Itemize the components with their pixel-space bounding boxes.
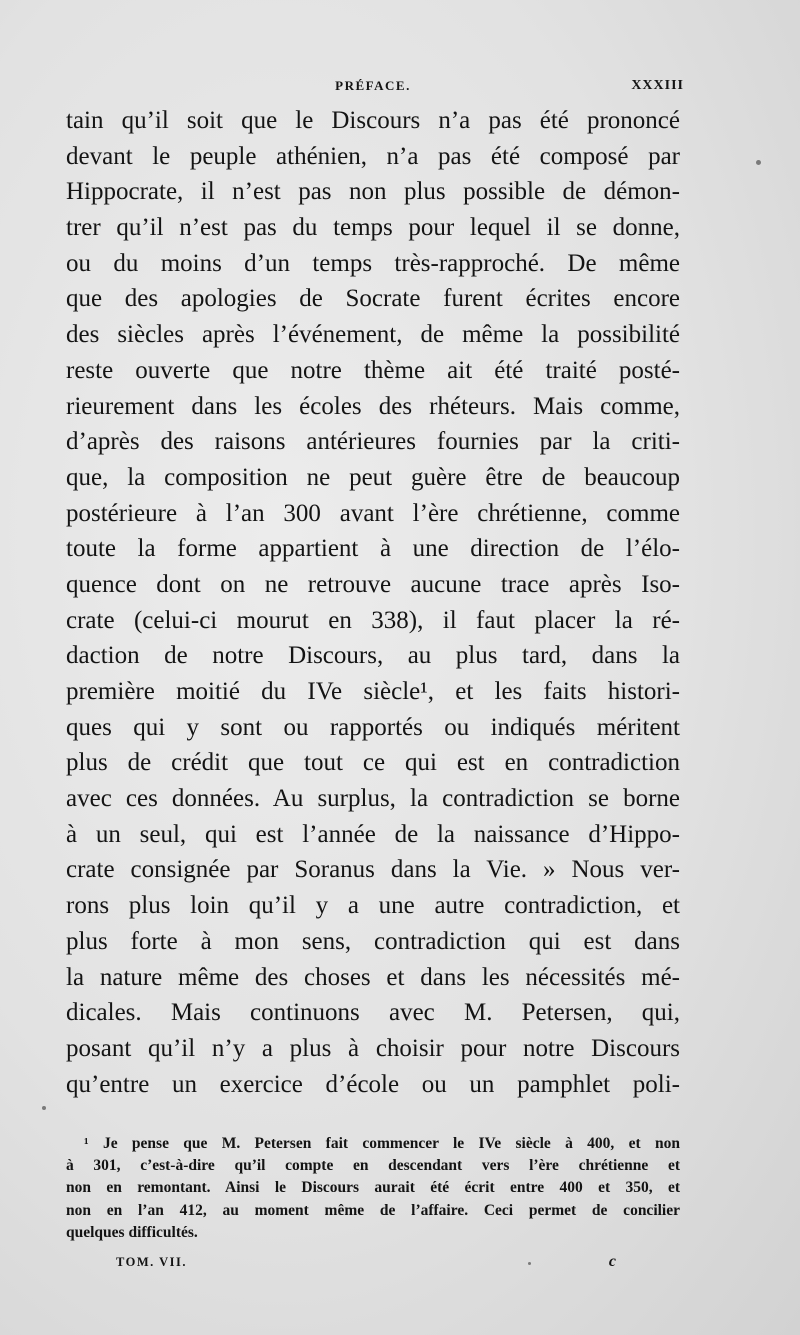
- body-line: que des apologies de Socrate furent écrites encore: [66, 285, 680, 313]
- body-line: avec ces données. Au surplus, la contradiction se borne: [66, 785, 680, 813]
- page-footer: [116, 1255, 616, 1275]
- volume-mark: TOM. VII.: [116, 1255, 188, 1269]
- footnote-line: à 301, c’est-à-dire qu’il compte en descendant vers l’ère chrétienne et: [66, 1157, 680, 1175]
- body-line: Hippocrate, il n’est pas non plus possible de démon-: [66, 178, 680, 206]
- paper-speck: [42, 1106, 46, 1110]
- footnote-line: quelques difficultés.: [66, 1223, 198, 1241]
- paper-speck: [756, 160, 761, 165]
- body-line: rons plus loin qu’il y a une autre contradiction, et: [66, 892, 680, 920]
- body-line: rieurement dans les écoles des rhéteurs. Mais comme,: [66, 392, 680, 420]
- body-line: trer qu’il n’est pas du temps pour lequel il se donne,: [66, 214, 680, 242]
- body-line: daction de notre Discours, au plus tard, dans la: [66, 642, 680, 670]
- page-number: XXXIII: [631, 78, 684, 93]
- footnote-line: non en remontant. Ainsi le Discours aurait été écrit entre 400 et 350, et: [66, 1179, 680, 1197]
- body-line: qu’entre un exercice d’école ou un pamphlet poli-: [66, 1070, 680, 1098]
- body-line: crate consignée par Soranus dans la Vie. » Nous ver-: [66, 856, 680, 884]
- body-line: plus forte à mon sens, contradiction qui est dans: [66, 927, 680, 955]
- body-line: devant le peuple athénien, n’a pas été composé par: [66, 142, 680, 170]
- signature-mark: c: [608, 1253, 616, 1270]
- body-line: reste ouverte que notre thème ait été traité posté-: [66, 356, 680, 384]
- body-line: la nature même des choses et dans les nécessités mé-: [66, 963, 680, 991]
- body-text: [66, 103, 680, 1102]
- body-line: crate (celui-ci mourut en 338), il faut placer la ré-: [66, 606, 680, 634]
- body-line: première moitié du IVe siècle¹, et les faits histori-: [66, 678, 680, 705]
- footnote-line: non en l’an 412, au moment même de l’affaire. Ceci permet de concilier: [66, 1201, 680, 1219]
- body-line: quence dont on ne retrouve aucune trace après Iso-: [66, 570, 680, 598]
- body-line: postérieure à l’an 300 avant l’ère chrétienne, comme: [66, 499, 680, 527]
- body-line: dicales. Mais continuons avec M. Petersen, qui,: [66, 999, 680, 1027]
- body-line: toute la forme appartient à une direction de l’élo-: [66, 535, 680, 563]
- body-line: des siècles après l’événement, de même la possibilité: [66, 321, 680, 349]
- body-line: ques qui y sont ou rapportés ou indiqués méritent: [66, 713, 680, 741]
- body-line: tain qu’il soit que le Discours n’a pas été prononcé: [66, 107, 680, 134]
- paper-speck: [528, 1262, 531, 1265]
- footnote-line: ¹ Je pense que M. Petersen fait commencer le IVe siècle à 400, et non: [84, 1135, 680, 1152]
- body-line: que, la composition ne peut guère être de beaucoup: [66, 463, 680, 491]
- page-header: [66, 78, 684, 98]
- body-line: à un seul, qui est l’année de la naissance d’Hippo-: [66, 820, 680, 848]
- body-line: plus de crédit que tout ce qui est en contradiction: [66, 749, 680, 777]
- running-title: PRÉFACE.: [335, 78, 411, 93]
- body-line: ou du moins d’un temps très-rapproché. De même: [66, 249, 680, 277]
- body-line: d’après des raisons antérieures fournies par la criti-: [66, 428, 680, 456]
- body-line: posant qu’il n’y a plus à choisir pour notre Discours: [66, 1034, 680, 1062]
- footnote-block: [66, 1133, 680, 1244]
